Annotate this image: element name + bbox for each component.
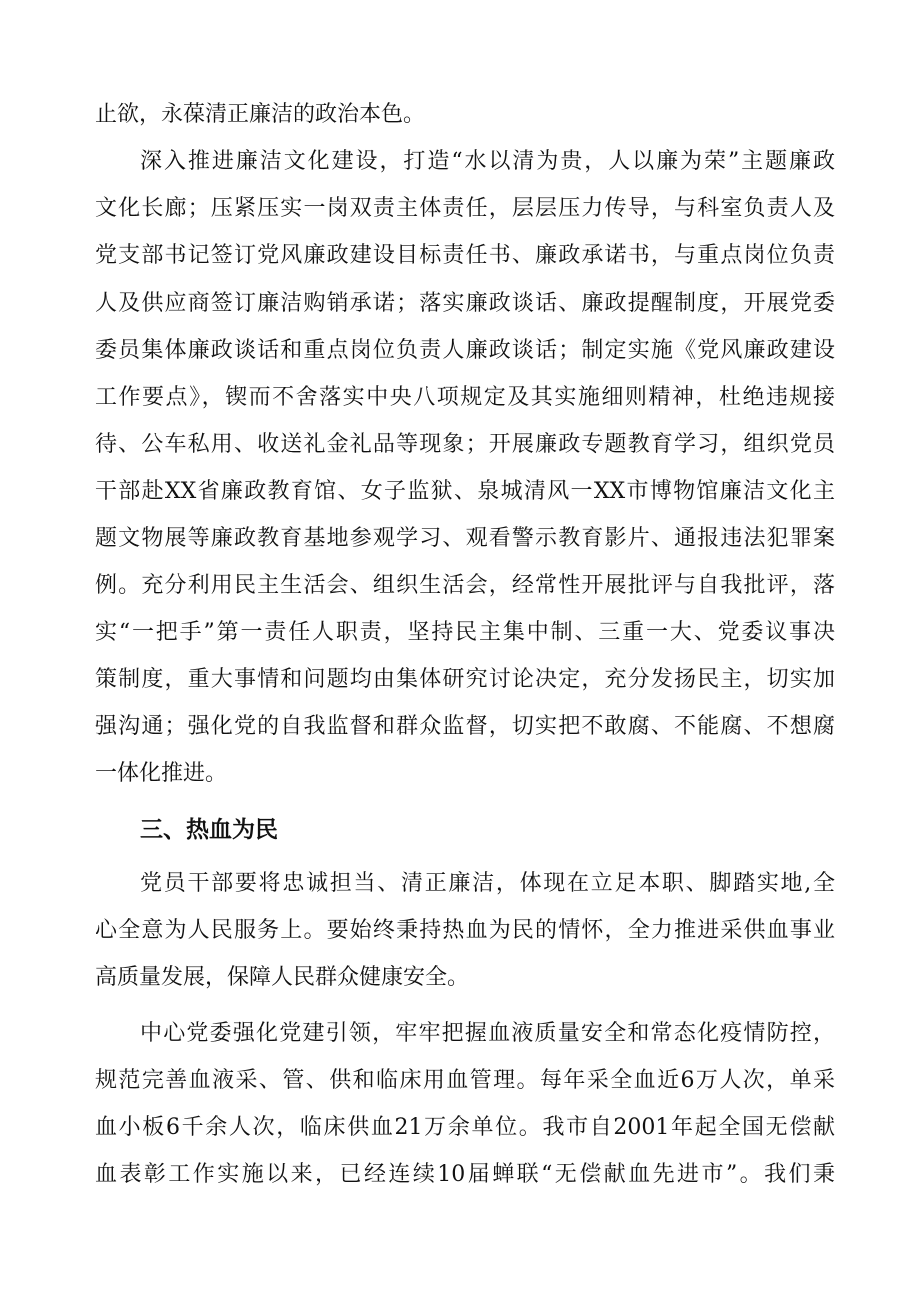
paragraph-line: 人及供应商签订廉洁购销承诺；落实廉政谈话、廉政提醒制度，开展党委 <box>95 291 835 316</box>
paragraph-line: 待、公车私用、收送礼金礼品等现象；开展廉政专题教育学习，组织党员 <box>95 432 835 457</box>
paragraph-line: 一体化推进。 <box>95 761 228 786</box>
paragraph-line: 规范完善血液采、管、供和临床用血管理。每年采全血近6万人次，单采 <box>95 1068 835 1093</box>
paragraph-line: 中心党委强化党建引领，牢牢把握血液质量安全和常态化疫情防控， <box>140 1021 835 1046</box>
paragraph-line: 强沟通；强化党的自我监督和群众监督，切实把不敢腐、不能腐、不想腐 <box>95 714 835 739</box>
paragraph-line: 例。充分利用民主生活会、组织生活会，经常性开展批评与自我批评，落 <box>95 573 835 598</box>
paragraph-line: 高质量发展，保障人民群众健康安全。 <box>95 965 470 990</box>
paragraph-line: 血小板6千余人次，临床供血21万余单位。我市自2001年起全国无偿献 <box>95 1115 835 1140</box>
paragraph-line: 血表彰工作实施以来，已经连续10届蝉联“无偿献血先进市”。我们秉 <box>95 1162 835 1187</box>
paragraph-line: 文化长廊；压紧压实一岗双责主体责任，层层压力传导，与科室负责人及 <box>95 196 835 221</box>
paragraph-line: 工作要点》，锲而不舍落实中央八项规定及其实施细则精神，杜绝违规接 <box>95 385 835 410</box>
paragraph-line: 深入推进廉洁文化建设，打造“水以清为贵，人以廉为荣”主题廉政 <box>140 149 835 174</box>
paragraph-line: 止欲，永葆清正廉洁的政治本色。 <box>95 102 426 127</box>
paragraph-line: 实“一把手”第一责任人职责，坚持民主集中制、三重一大、党委议事决 <box>95 620 835 645</box>
paragraph-line: 题文物展等廉政教育基地参观学习、观看警示教育影片、通报违法犯罪案 <box>95 526 835 551</box>
section-heading: 三、热血为民 <box>140 817 278 843</box>
paragraph-line: 党支部书记签订党风廉政建设目标责任书、廉政承诺书，与重点岗位负责 <box>95 243 835 268</box>
paragraph-line: 心全意为人民服务上。要始终秉持热血为民的情怀，全力推进采供血事业 <box>95 918 835 943</box>
paragraph-line: 党员干部要将忠诚担当、清正廉洁，体现在立足本职、脚踏实地,全 <box>140 871 835 896</box>
paragraph-line: 策制度，重大事情和问题均由集体研究讨论决定，充分发扬民主，切实加 <box>95 667 835 692</box>
paragraph-line: 干部赴XX省廉政教育馆、女子监狱、泉城清风一XX市博物馆廉洁文化主 <box>95 479 835 504</box>
paragraph-line: 委员集体廉政谈话和重点岗位负责人廉政谈话；制定实施《党风廉政建设 <box>95 338 835 363</box>
